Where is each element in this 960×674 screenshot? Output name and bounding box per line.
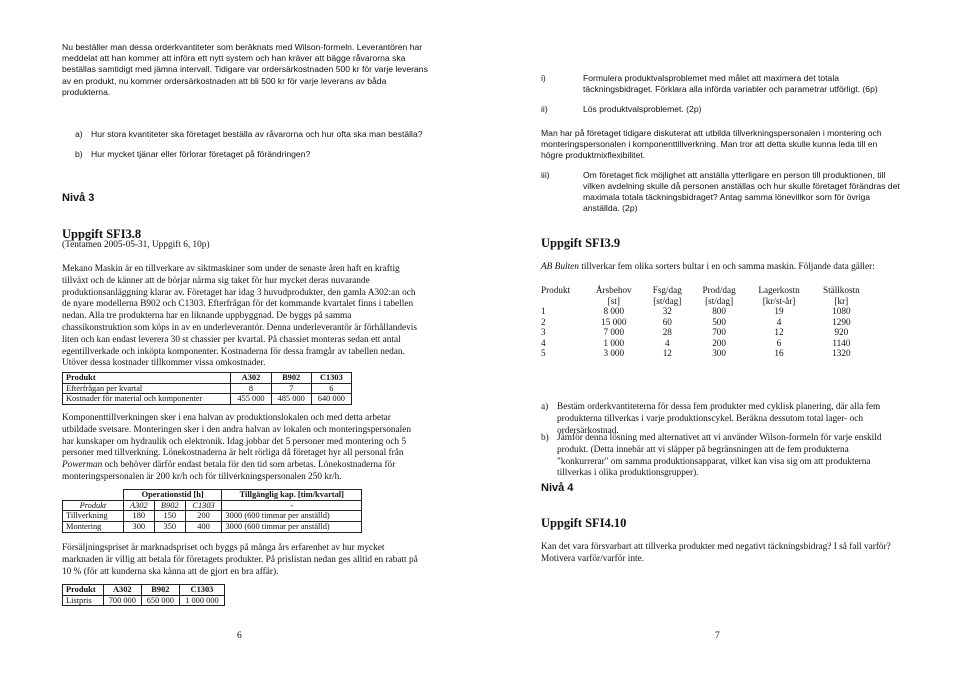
table-header-row bbox=[541, 285, 871, 306]
table-header-row bbox=[63, 373, 352, 384]
table-header-row bbox=[63, 490, 362, 501]
table-cell: 4 bbox=[541, 337, 546, 348]
question-b-label: b) bbox=[75, 149, 83, 159]
demand-cost-table bbox=[62, 372, 352, 405]
table-cell: Kostnader för material och komponenter bbox=[63, 394, 231, 405]
table-cell: 800 bbox=[712, 306, 726, 317]
table-row bbox=[63, 383, 352, 394]
header-line-2: [kr] bbox=[834, 295, 849, 306]
company-name: Powerman bbox=[62, 460, 103, 471]
table-cell: 1080 bbox=[832, 306, 851, 317]
table-cell: 4 bbox=[664, 337, 670, 348]
subtask-i bbox=[541, 73, 901, 95]
question-b bbox=[541, 433, 901, 480]
table-row bbox=[541, 348, 871, 359]
task-intro bbox=[541, 262, 901, 274]
table-header: C1303 bbox=[311, 373, 351, 384]
table-cell: 8 000 bbox=[603, 306, 625, 317]
task-subtitle: (Tentamen 2005-05-31, Uppgift 6, 10p) bbox=[62, 240, 210, 250]
table-cell: 3 bbox=[541, 327, 546, 338]
question-b-text: Hur mycket tjänar eller förlorar företaget på förändringen? bbox=[91, 149, 311, 159]
table-cell: 300 bbox=[123, 521, 154, 532]
subtask-iii-label: iii) bbox=[541, 170, 550, 180]
table-cell: 1 000 bbox=[603, 337, 625, 348]
table-header: A302 bbox=[231, 373, 271, 384]
right-page bbox=[541, 0, 901, 674]
table-cell: 12 bbox=[774, 327, 784, 338]
table-header: A302 bbox=[103, 585, 141, 596]
subtask-ii bbox=[541, 104, 901, 115]
table-cell: Listpris bbox=[63, 595, 104, 606]
table-subheader-row bbox=[63, 500, 362, 511]
subtask-ii-text: Lös produktvalsproblemet. (2p) bbox=[583, 104, 702, 114]
question-b-label: b) bbox=[541, 433, 549, 443]
table-cell: 3000 (600 timmar per anställd) bbox=[222, 521, 362, 532]
header-line-1: Lagerkostn bbox=[758, 285, 800, 295]
table-header bbox=[63, 490, 124, 501]
table-header-row bbox=[63, 585, 225, 596]
table-cell: 6 bbox=[311, 383, 351, 394]
table-header: Operationstid [h] bbox=[123, 490, 222, 501]
table-cell: 150 bbox=[154, 511, 185, 522]
table-cell: Tillverkning bbox=[63, 511, 124, 522]
table-header bbox=[541, 285, 585, 306]
table-cell: Montering bbox=[63, 521, 124, 532]
question-a-text: Bestäm orderkvantiteterna för dessa fem produkter med cyklisk planering, där alla fem produkterna tillverkas i varje produktionscykel. Beräkna dessutom total lager- och ordersärkostnad. bbox=[557, 402, 881, 436]
price-list-table bbox=[62, 584, 225, 606]
table-row bbox=[541, 306, 871, 317]
table-cell: 7 bbox=[271, 383, 311, 394]
table-cell: 15 000 bbox=[601, 316, 627, 327]
table-header: B902 bbox=[271, 373, 311, 384]
table-row bbox=[63, 521, 362, 532]
table-cell: 7 000 bbox=[603, 327, 625, 338]
table-cell: B902 bbox=[154, 500, 185, 511]
table-header bbox=[585, 285, 643, 306]
task-title-2: Uppgift SFI4.10 bbox=[541, 516, 627, 530]
training-paragraph: Man har på företaget tidigare diskuterat att utbilda tillverkningspersonalen i montering och monteringspersonalen i komponenttillverkning. Man tror att detta skulle kunna leda till en högre produktmixflexibilitet. bbox=[541, 128, 882, 160]
table-cell: 700 bbox=[712, 327, 726, 338]
table-cell: 1 000 000 bbox=[179, 595, 224, 606]
table-header: Produkt bbox=[63, 585, 104, 596]
question-a-label: a) bbox=[541, 402, 549, 412]
header-line-2: [st] bbox=[607, 295, 620, 306]
page-number: 7 bbox=[715, 631, 720, 641]
table-cell: 640 000 bbox=[311, 394, 351, 405]
table-header bbox=[692, 285, 747, 306]
level-heading: Nivå 4 bbox=[541, 482, 574, 494]
header-line-2: [st/dag] bbox=[705, 295, 734, 306]
table-row bbox=[63, 595, 225, 606]
subtask-iii-text: Om företaget fick möjlighet att anställa ytterligare en person till produktionen, till vilken avdelning skulle då personen anställas och hur skulle företaget förändras det maximala totala täckningsbidraget? Antag samma lönevillkor som för övriga anställda. (2p) bbox=[583, 170, 900, 213]
subtask-ii-label: ii) bbox=[541, 104, 548, 114]
table-cell: 1140 bbox=[832, 337, 851, 348]
table-cell: 200 bbox=[185, 511, 222, 522]
subtask-i-text: Formulera produktvalsproblemet med målet att maximera det totala täckningsbidraget. Förklara alla införda variabler och parametrar utförligt. (6p) bbox=[583, 73, 878, 94]
table-cell: 32 bbox=[662, 306, 672, 317]
table-row bbox=[63, 394, 352, 405]
page-number: 6 bbox=[237, 631, 242, 641]
header-line-2: [st/dag] bbox=[653, 295, 682, 306]
table-cell: 3 000 bbox=[603, 348, 625, 359]
table-cell: C1303 bbox=[185, 500, 222, 511]
table-cell: 6 bbox=[776, 337, 782, 348]
table-cell: 400 bbox=[185, 521, 222, 532]
table-header: Tillgänglig kap. [tim/kvartal] bbox=[222, 490, 362, 501]
table-cell: 4 bbox=[776, 316, 782, 327]
table-cell: 920 bbox=[834, 327, 849, 338]
table-cell: 650 000 bbox=[141, 595, 179, 606]
table-cell: 700 000 bbox=[103, 595, 141, 606]
table-cell: 200 bbox=[712, 337, 726, 348]
subtask-i-label: i) bbox=[541, 73, 546, 83]
question-b bbox=[75, 149, 425, 160]
table-cell: 2 bbox=[541, 316, 546, 327]
company-name: AB Bulten bbox=[541, 262, 579, 272]
table-cell: 1290 bbox=[832, 316, 851, 327]
task-intro-text: tillverkar fem olika sorters bultar i en och samma maskin. Följande data gäller: bbox=[578, 262, 875, 272]
table-header bbox=[643, 285, 692, 306]
level-heading: Nivå 3 bbox=[62, 192, 95, 204]
table-cell: Produkt bbox=[63, 500, 124, 511]
table-row bbox=[541, 338, 871, 349]
question-a-label: a) bbox=[75, 129, 83, 139]
table-cell: 16 bbox=[774, 348, 784, 359]
intro-paragraph: Nu beställer man dessa orderkvantiteter som beräknats med Wilson-formeln. Leverantören har meddelat att han kommer att införa ett nytt system och han kräver att bägge råvarorna ska beställas samtidigt med jämna intervall. Tidigare var ordersärkostnaden 500 kr för varje leverans av en produkt, nu kommer ordersärkostnaden att bli 500 kr för varje leverans av båda produkterna. bbox=[62, 42, 428, 97]
table-header: C1303 bbox=[179, 585, 224, 596]
header-line-1: Produkt bbox=[541, 285, 571, 295]
table-header bbox=[746, 285, 811, 306]
table-cell: 19 bbox=[774, 306, 784, 317]
task-paragraph-2 bbox=[62, 413, 420, 484]
question-a bbox=[75, 129, 425, 140]
table-cell: 1320 bbox=[832, 348, 851, 359]
task-paragraph-1: Mekano Maskin är en tillverkare av siktmaskiner som under de senaste åren haft en kraftig tillväxt och de känner att de börjar närma sig taket för hur mycket deras nuvarande produktionsanläggning klarar av. Företaget har idag 3 huvudprodukter, den gamla A302:an och de nyare modellerna B902 och C1303. Efterfrågan för det kommande kvartalet finns i tabellen nedan. Alla tre produkterna har en liknande uppbyggnad. De byggs på samma chassikonstruktion som köps in av en underleverantör. Denna underleverantör är förhållandevis liten och kan endast leverera 30 st chassier per kvartal. På chassiet monteras sedan ett antal egentillverkade och inköpta komponenter. Kostnaderna för dessa framgår av tabellen nedan. Utöver dessa kostnader tillkommer vissa omkostnader. bbox=[62, 264, 417, 369]
header-line-1: Fsg/dag bbox=[652, 285, 682, 295]
task-paragraph-3: Försäljningspriset är marknadspriset och byggs på många års erfarenhet av hur mycket marknaden är villig att betala för företagets produkter. På prislistan nedan ges alltid en rabatt på 10 % (för att kunderna ska känna att de gjort en bra affär). bbox=[62, 543, 418, 577]
table-row bbox=[541, 317, 871, 328]
header-line-1: Prod/dag bbox=[702, 285, 736, 295]
table-row bbox=[541, 327, 871, 338]
question-b-text: Jämför denna lösning med alternativet att vi använder Wilson-formeln för varje enskild produkt. (Detta innebär att vi släpper på begränsningen att de fem produkterna "konkurrerar" om samma produktionsapparat, vilket kan visa sig om att produkterna tillverkas i olika produktionsgrupper). bbox=[557, 433, 882, 479]
table-cell: - bbox=[222, 500, 362, 511]
table-cell: 350 bbox=[154, 521, 185, 532]
left-page bbox=[62, 0, 428, 674]
table-cell: 28 bbox=[662, 327, 672, 338]
table-cell: Efterfrågan per kvartal bbox=[63, 383, 231, 394]
table-header: B902 bbox=[141, 585, 179, 596]
table-cell: 485 000 bbox=[271, 394, 311, 405]
task-title: Uppgift SFI3.9 bbox=[541, 236, 621, 250]
table-header: Produkt bbox=[63, 373, 231, 384]
table-cell: 12 bbox=[662, 348, 672, 359]
paragraph-2-start: Komponenttillverkningen sker i ena halvan av produktionslokalen och med detta arbetar utbildade svetsare. Monteringen sker i den andra halvan av lokalen och monteringspersonalen har kunskaper om hydraulik och elektronik. Idag jobbar det 5 personer med montering och 5 personer med tillverkning. Lönekostnaderna är helt rörliga då företaget hyr all personal från bbox=[62, 413, 412, 459]
table-cell: 300 bbox=[712, 348, 726, 359]
header-line-2: [kr/st-år] bbox=[762, 295, 796, 306]
table-cell: 500 bbox=[712, 316, 726, 327]
task-title: Uppgift SFI3.8 bbox=[62, 227, 142, 241]
paragraph-2-end: och behöver därför endast betala för den tid som arbetas. Lönekostnaderna för monteringspersonalen är 200 kr/h och för tillverkningspersonalen 250 kr/h. bbox=[62, 460, 396, 482]
question-a-text: Hur stora kvantiteter ska företaget beställa av råvarorna och hur ofta ska man beställa? bbox=[91, 129, 423, 139]
task-paragraph: Kan det vara försvarbart att tillverka produkter med negativt täckningsbidrag? I så fall varför? Motivera varför/varför inte. bbox=[541, 542, 891, 564]
operation-time-table bbox=[62, 489, 362, 533]
subtask-iii bbox=[541, 170, 901, 214]
header-line-1: Årsbehov bbox=[595, 285, 632, 295]
table-cell: 5 bbox=[541, 348, 546, 359]
header-line-1: Ställkostn bbox=[822, 285, 860, 295]
table-cell: 180 bbox=[123, 511, 154, 522]
table-cell: 8 bbox=[231, 383, 271, 394]
table-cell: 60 bbox=[662, 316, 672, 327]
table-cell: 455 000 bbox=[231, 394, 271, 405]
table-cell: 1 bbox=[541, 306, 546, 317]
table-row bbox=[63, 511, 362, 522]
table-header bbox=[812, 285, 871, 306]
product-data-table bbox=[541, 285, 871, 359]
table-cell: A302 bbox=[123, 500, 154, 511]
table-cell: 3000 (600 timmar per anställd) bbox=[222, 511, 362, 522]
